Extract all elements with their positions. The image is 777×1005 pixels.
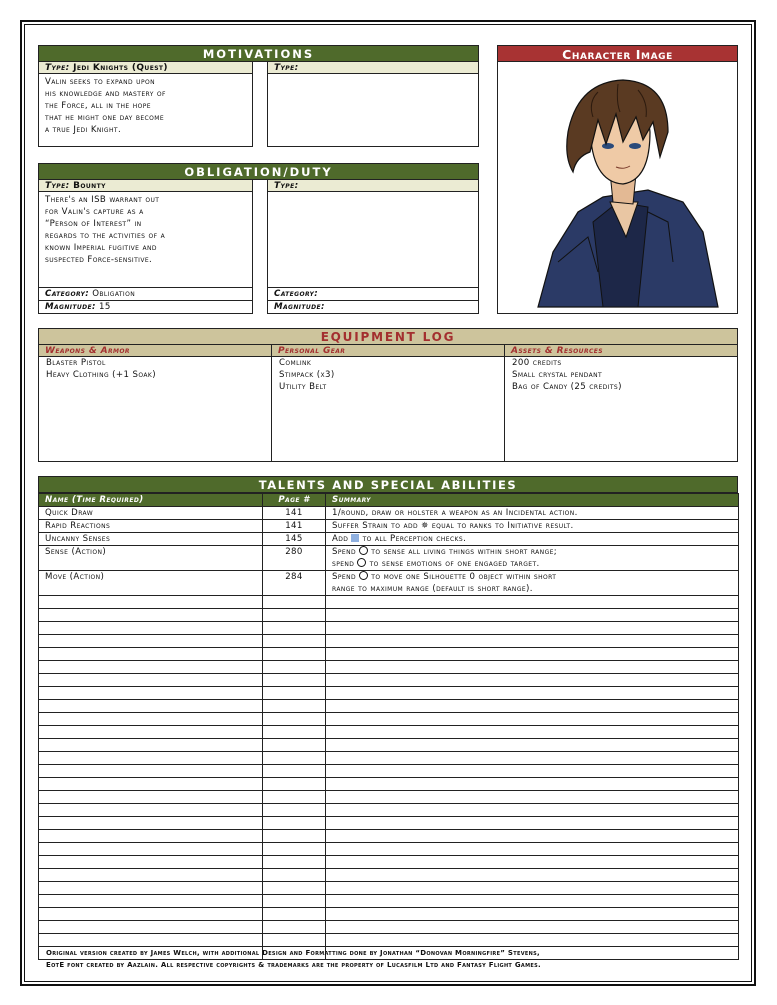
table-row[interactable] xyxy=(39,648,739,661)
empty-cell[interactable] xyxy=(263,882,326,895)
magnitude-label: Magnitude: xyxy=(274,302,325,312)
text-line: regards to the activities of a xyxy=(45,231,166,241)
list-item: Bag of Candy (25 credits) xyxy=(512,382,622,392)
empty-cell[interactable] xyxy=(263,895,326,908)
empty-cell[interactable] xyxy=(326,622,739,635)
empty-cell[interactable] xyxy=(39,882,263,895)
table-row[interactable] xyxy=(39,895,739,908)
summary-column-header: Summary xyxy=(326,494,739,507)
talent-name: Uncanny Senses xyxy=(39,533,263,546)
talent-summary xyxy=(326,546,739,571)
obligation-section xyxy=(38,163,479,180)
empty-cell[interactable] xyxy=(326,921,739,934)
table-row[interactable] xyxy=(39,778,739,791)
table-row[interactable] xyxy=(39,817,739,830)
empty-cell[interactable] xyxy=(326,804,739,817)
empty-cell[interactable] xyxy=(326,882,739,895)
empty-cell[interactable] xyxy=(326,609,739,622)
text-line: a true Jedi Knight. xyxy=(45,125,122,135)
empty-cell[interactable] xyxy=(263,934,326,947)
weapons-armor-column[interactable] xyxy=(39,345,272,461)
empty-cell[interactable] xyxy=(39,791,263,804)
motivation-right xyxy=(267,62,479,147)
empty-cell[interactable] xyxy=(263,752,326,765)
talent-page: 284 xyxy=(263,571,326,596)
table-row[interactable] xyxy=(39,752,739,765)
empty-cell[interactable] xyxy=(39,778,263,791)
empty-cell[interactable] xyxy=(39,895,263,908)
empty-cell[interactable] xyxy=(263,648,326,661)
empty-cell[interactable] xyxy=(326,739,739,752)
weapons-armor-header: Weapons & Armor xyxy=(39,345,271,357)
talent-page: 145 xyxy=(263,533,326,546)
table-row[interactable] xyxy=(39,921,739,934)
table-row[interactable] xyxy=(39,908,739,921)
table-row[interactable] xyxy=(39,934,739,947)
empty-cell[interactable] xyxy=(39,700,263,713)
empty-cell[interactable] xyxy=(326,765,739,778)
empty-cell[interactable] xyxy=(263,635,326,648)
empty-cell[interactable] xyxy=(326,830,739,843)
obligation-title: OBLIGATION/DUTY xyxy=(38,163,479,180)
credits-line: Original version created by James Welch, with additional Design and Formatting done by Jonathan “Donovan Morningfire” Stevens, xyxy=(46,949,540,957)
summary-text: to sense emotions of one engaged target. xyxy=(369,559,540,569)
empty-cell[interactable] xyxy=(263,817,326,830)
empty-cell[interactable] xyxy=(263,661,326,674)
empty-cell[interactable] xyxy=(263,830,326,843)
summary-text: to sense all living things within short range; xyxy=(371,547,558,557)
list-item: Utility Belt xyxy=(279,382,327,392)
empty-cell[interactable] xyxy=(326,635,739,648)
empty-cell[interactable] xyxy=(326,869,739,882)
empty-cell[interactable] xyxy=(263,804,326,817)
text-line: for Valin's capture as a xyxy=(45,207,144,217)
empty-cell[interactable] xyxy=(326,895,739,908)
empty-cell[interactable] xyxy=(326,726,739,739)
table-row[interactable] xyxy=(39,882,739,895)
empty-cell[interactable] xyxy=(263,739,326,752)
talent-summary xyxy=(326,571,739,596)
obligation-right xyxy=(267,180,479,314)
list-item: 200 credits xyxy=(512,358,562,368)
obligation-type-label: Type: xyxy=(45,181,70,191)
empty-cell[interactable] xyxy=(39,661,263,674)
motivation-type-value[interactable]: Jedi Knights (Quest) xyxy=(73,63,168,73)
list-item: Heavy Clothing (+1 Soak) xyxy=(46,370,156,380)
motivation-right-type-label: Type: xyxy=(274,63,299,73)
empty-cell[interactable] xyxy=(326,648,739,661)
magnitude-value: 15 xyxy=(99,302,111,312)
empty-cell[interactable] xyxy=(326,817,739,830)
talent-page: 280 xyxy=(263,546,326,571)
empty-cell[interactable] xyxy=(39,856,263,869)
talents-header-row xyxy=(39,494,739,507)
table-row[interactable] xyxy=(39,843,739,856)
table-row[interactable] xyxy=(39,596,739,609)
summary-text: spend xyxy=(332,559,355,569)
motivations-title: MOTIVATIONS xyxy=(38,45,479,62)
empty-cell[interactable] xyxy=(326,908,739,921)
obligation-right-type-label: Type: xyxy=(274,181,299,191)
table-row[interactable] xyxy=(39,856,739,869)
summary-line xyxy=(332,558,732,570)
category-label: Category: xyxy=(274,289,319,299)
talent-name: Rapid Reactions xyxy=(39,520,263,533)
table-row[interactable] xyxy=(39,700,739,713)
table-row[interactable] xyxy=(39,546,739,571)
empty-cell[interactable] xyxy=(263,843,326,856)
obligation-left-text[interactable] xyxy=(38,192,253,288)
equipment-title: EQUIPMENT LOG xyxy=(38,328,738,345)
empty-cell[interactable] xyxy=(39,934,263,947)
character-image-title: Character Image xyxy=(497,45,738,62)
empty-cell[interactable] xyxy=(39,843,263,856)
empty-cell[interactable] xyxy=(326,843,739,856)
force-point-icon xyxy=(359,546,368,555)
table-row[interactable] xyxy=(39,765,739,778)
force-point-icon xyxy=(357,558,366,567)
text-line: “Person of Interest” in xyxy=(45,219,142,229)
summary-text: Add xyxy=(332,534,349,544)
name-column-header: Name (Time Required) xyxy=(39,494,263,507)
personal-gear-header: Personal Gear xyxy=(272,345,504,357)
empty-cell[interactable] xyxy=(263,726,326,739)
empty-cell[interactable] xyxy=(263,596,326,609)
empty-cell[interactable] xyxy=(39,622,263,635)
empty-cell[interactable] xyxy=(326,661,739,674)
empty-cell[interactable] xyxy=(39,908,263,921)
motivations-section xyxy=(38,45,479,62)
talents-section xyxy=(38,476,738,960)
motivation-left-text[interactable] xyxy=(38,74,253,147)
talents-title: TALENTS AND SPECIAL ABILITIES xyxy=(38,476,738,493)
talent-name: Quick Draw xyxy=(39,507,263,520)
table-row[interactable] xyxy=(39,713,739,726)
empty-cell[interactable] xyxy=(39,635,263,648)
obligation-right-text[interactable] xyxy=(267,192,479,288)
magnitude-label: Magnitude: xyxy=(45,302,96,312)
text-line: the Force, all in the hope xyxy=(45,101,151,111)
empty-cell[interactable] xyxy=(263,856,326,869)
empty-cell[interactable] xyxy=(39,713,263,726)
empty-cell[interactable] xyxy=(39,869,263,882)
empty-cell[interactable] xyxy=(263,674,326,687)
text-line: his knowledge and mastery of xyxy=(45,89,166,99)
empty-cell[interactable] xyxy=(39,648,263,661)
obligation-magnitude-row[interactable] xyxy=(38,301,253,314)
motivation-type-label: Type: xyxy=(45,63,70,73)
talent-name: Sense (Action) xyxy=(39,546,263,571)
empty-cell[interactable] xyxy=(263,791,326,804)
obligation-left-type-row xyxy=(38,180,253,192)
talent-page: 141 xyxy=(263,507,326,520)
empty-cell[interactable] xyxy=(326,856,739,869)
table-row[interactable] xyxy=(39,507,739,520)
empty-cell[interactable] xyxy=(39,687,263,700)
empty-cell[interactable] xyxy=(263,609,326,622)
empty-cell[interactable] xyxy=(326,713,739,726)
empty-cell[interactable] xyxy=(263,713,326,726)
character-portrait[interactable] xyxy=(497,62,738,314)
empty-cell[interactable] xyxy=(326,700,739,713)
empty-cell[interactable] xyxy=(39,609,263,622)
character-portrait-illustration xyxy=(498,62,737,312)
text-line: that he might one day become xyxy=(45,113,165,123)
empty-cell[interactable] xyxy=(39,739,263,752)
empty-cell[interactable] xyxy=(39,817,263,830)
talent-summary: Suffer Strain to add ✵ equal to ranks to Initiative result. xyxy=(326,520,739,533)
assets-resources-header: Assets & Resources xyxy=(505,345,737,357)
table-row[interactable] xyxy=(39,739,739,752)
empty-cell[interactable] xyxy=(39,765,263,778)
table-row[interactable] xyxy=(39,674,739,687)
obligation-left xyxy=(38,180,253,314)
table-row[interactable] xyxy=(39,869,739,882)
force-point-icon xyxy=(359,571,368,580)
summary-line xyxy=(332,571,732,583)
empty-cell[interactable] xyxy=(39,804,263,817)
category-label: Category: xyxy=(45,289,90,299)
empty-cell[interactable] xyxy=(326,778,739,791)
motivation-left-type-row xyxy=(38,62,253,74)
list-item: Comlink xyxy=(279,358,312,368)
empty-cell[interactable] xyxy=(39,726,263,739)
empty-cell[interactable] xyxy=(326,934,739,947)
list-item: Blaster Pistol xyxy=(46,358,106,368)
credits-footer xyxy=(46,947,736,971)
obligation-right-type-row[interactable] xyxy=(267,180,479,192)
table-row[interactable] xyxy=(39,635,739,648)
boost-die-icon xyxy=(351,534,359,542)
text-line: There's an ISB warrant out xyxy=(45,195,160,205)
table-row[interactable] xyxy=(39,520,739,533)
empty-talent-rows xyxy=(39,596,739,960)
text-line: suspected Force-sensitive. xyxy=(45,255,153,265)
talent-name: Move (Action) xyxy=(39,571,263,596)
empty-cell[interactable] xyxy=(263,687,326,700)
table-row[interactable] xyxy=(39,622,739,635)
empty-cell[interactable] xyxy=(39,830,263,843)
list-item: Stimpack (x3) xyxy=(279,370,335,380)
summary-line xyxy=(332,546,732,558)
page-column-header: Page # xyxy=(263,494,326,507)
empty-cell[interactable] xyxy=(263,700,326,713)
empty-cell[interactable] xyxy=(326,791,739,804)
empty-cell[interactable] xyxy=(263,869,326,882)
text-line: Valin seeks to expand upon xyxy=(45,77,156,87)
obligation-category-row[interactable] xyxy=(38,288,253,301)
table-row[interactable] xyxy=(39,830,739,843)
table-row[interactable] xyxy=(39,533,739,546)
empty-cell[interactable] xyxy=(39,596,263,609)
personal-gear-column[interactable] xyxy=(272,345,505,461)
personal-gear-list xyxy=(272,357,504,393)
table-row[interactable] xyxy=(39,609,739,622)
empty-cell[interactable] xyxy=(326,687,739,700)
summary-text: Spend xyxy=(332,572,356,582)
equipment-grid xyxy=(38,345,738,462)
talent-summary xyxy=(326,533,739,546)
summary-text: to all Perception checks. xyxy=(362,534,467,544)
text-line: known Imperial fugitive and xyxy=(45,243,157,253)
summary-text: to move one Silhouette 0 object within short xyxy=(371,572,557,582)
table-row[interactable] xyxy=(39,726,739,739)
summary-line: range to maximum range (default is short range). xyxy=(332,584,533,594)
table-row[interactable] xyxy=(39,661,739,674)
motivation-right-type-row[interactable] xyxy=(267,62,479,74)
talents-table xyxy=(38,493,739,960)
empty-cell[interactable] xyxy=(263,778,326,791)
character-image-section xyxy=(497,45,738,314)
empty-cell[interactable] xyxy=(263,908,326,921)
credits-line: EotE font created by Aazlain. All respective copyrights & trademarks are the property of Lucasfilm Ltd and Fantasy Flight Games. xyxy=(46,961,541,969)
empty-cell[interactable] xyxy=(39,921,263,934)
obligation-right-category-row[interactable] xyxy=(267,288,479,301)
category-value: Obligation xyxy=(92,289,136,299)
assets-resources-column[interactable] xyxy=(505,345,737,461)
empty-cell[interactable] xyxy=(326,752,739,765)
equipment-section xyxy=(38,328,738,462)
empty-cell[interactable] xyxy=(39,752,263,765)
empty-cell[interactable] xyxy=(326,596,739,609)
talent-summary: 1/round, draw or holster a weapon as an Incidental action. xyxy=(326,507,739,520)
obligation-type-value[interactable]: Bounty xyxy=(73,181,106,191)
table-row[interactable] xyxy=(39,571,739,596)
empty-cell[interactable] xyxy=(263,622,326,635)
motivation-right-text[interactable] xyxy=(267,74,479,147)
empty-cell[interactable] xyxy=(326,674,739,687)
obligation-right-magnitude-row[interactable] xyxy=(267,301,479,314)
assets-resources-list xyxy=(505,357,737,393)
table-row[interactable] xyxy=(39,804,739,817)
empty-cell[interactable] xyxy=(263,921,326,934)
list-item: Small crystal pendant xyxy=(512,370,603,380)
summary-text: Spend xyxy=(332,547,356,557)
table-row[interactable] xyxy=(39,687,739,700)
table-row[interactable] xyxy=(39,791,739,804)
empty-cell[interactable] xyxy=(263,765,326,778)
motivation-left xyxy=(38,62,253,147)
empty-cell[interactable] xyxy=(39,674,263,687)
talent-page: 141 xyxy=(263,520,326,533)
weapons-armor-list xyxy=(39,357,271,381)
